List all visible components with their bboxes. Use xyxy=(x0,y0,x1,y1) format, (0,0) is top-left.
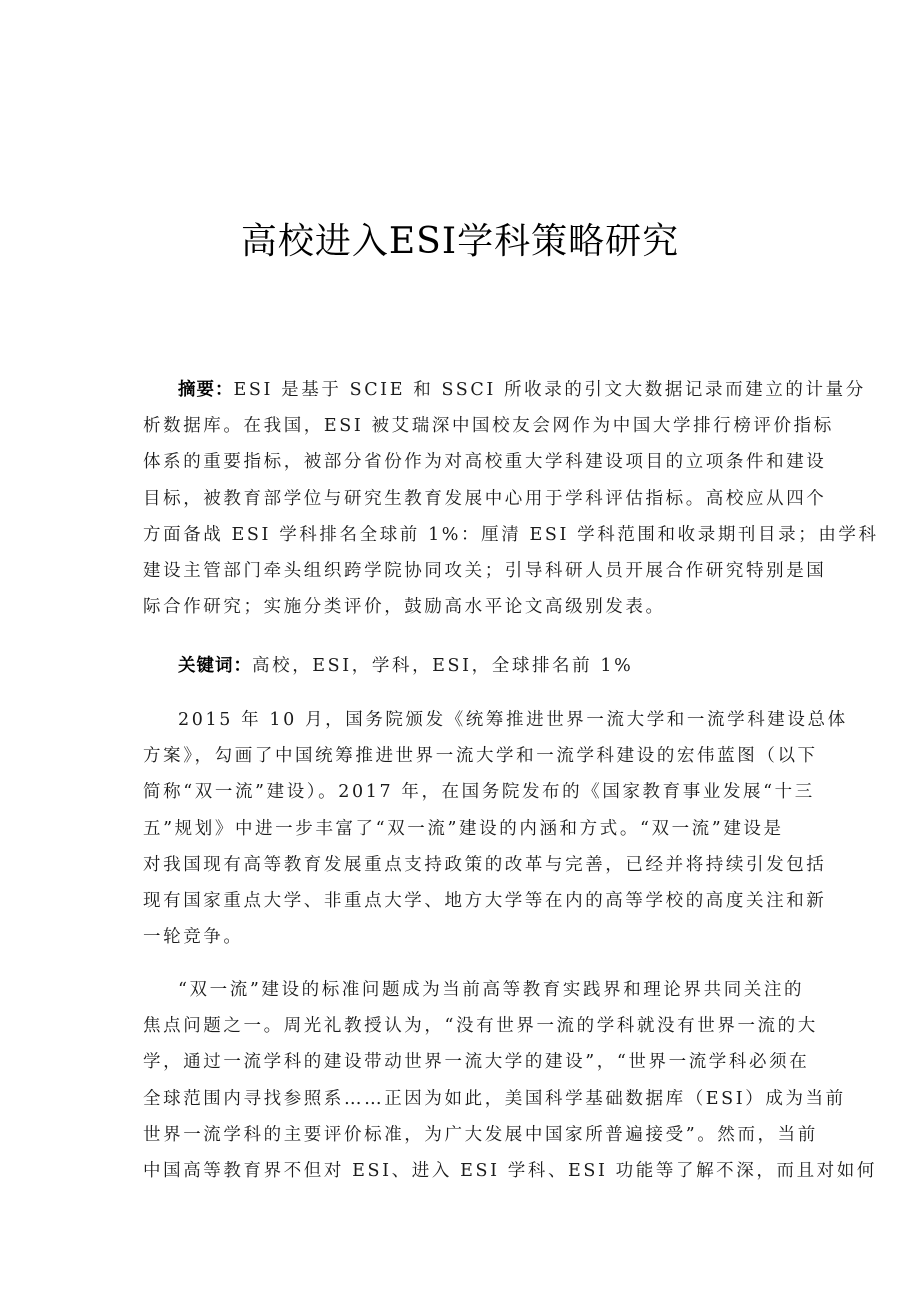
paragraph-line: 方案》，勾画了中国统筹推进世界一流大学和一流学科建设的宏伟蓝图（以下 xyxy=(143,746,818,767)
paragraph-line: “双一流”建设的标准问题成为当前高等教育实践界和理论界共同关注的 xyxy=(178,980,805,1000)
paragraph-line: 对我国现有高等教育发展重点支持政策的改革与完善，已经并将持续引发包括 xyxy=(143,854,827,875)
abstract-text: ESI 是基于 SCIE 和 SSCI 所收录的引文大数据记录而建立的计量分 xyxy=(233,380,866,400)
document-title: 高校进入ESI学科策略研究 xyxy=(240,221,680,263)
abstract-line-5: 方面备战 ESI 学科排名全球前 1%：厘清 ESI 学科范围和收录期刊目录；由学科 xyxy=(143,524,879,545)
abstract-label: 摘要： xyxy=(178,380,234,400)
paragraph-line: 中国高等教育界不但对 ESI、进入 ESI 学科、ESI 功能等了解不深，而且对如何 xyxy=(143,1160,877,1181)
abstract-section xyxy=(143,372,879,625)
paragraph-line: 五”规划》中进一步丰富了“双一流”建设的内涵和方式。“双一流”建设是 xyxy=(143,818,784,839)
paragraph-line: 现有国家重点大学、非重点大学、地方大学等在内的高等学校的高度关注和新 xyxy=(143,890,827,911)
abstract-line-4: 目标，被教育部学位与研究生教育发展中心用于学科评估指标。高校应从四个 xyxy=(143,488,827,509)
keywords-text: 高校，ESI，学科，ESI，全球排名前 1% xyxy=(252,656,634,676)
paragraph-line: 简称“双一流”建设）。2017 年，在国务院发布的《国家教育事业发展“十三 xyxy=(143,782,815,803)
keywords-section xyxy=(143,648,783,684)
keywords-label: 关键词： xyxy=(178,656,252,676)
body-paragraph-2 xyxy=(143,972,877,1189)
paragraph-line: 2015 年 10 月，国务院颁发《统筹推进世界一流大学和一流学科建设总体 xyxy=(178,710,848,730)
body-paragraph-1 xyxy=(143,702,848,955)
paragraph-line: 全球范围内寻找参照系……正因为如此，美国科学基础数据库（ESI）成为当前 xyxy=(143,1088,846,1109)
paragraph-line: 一轮竞争。 xyxy=(143,927,244,948)
keywords-line xyxy=(143,648,783,684)
abstract-line-7: 际合作研究；实施分类评价，鼓励高水平论文高级别发表。 xyxy=(143,597,666,618)
abstract-line-2: 析数据库。在我国，ESI 被艾瑞深中国校友会网作为中国大学排行榜评价指标 xyxy=(143,416,834,437)
paragraph-line: 焦点问题之一。周光礼教授认为，“没有世界一流的学科就没有世界一流的大 xyxy=(143,1016,818,1037)
abstract-line-1 xyxy=(143,372,866,408)
paragraph-line: 学，通过一流学科的建设带动世界一流大学的建设”，“世界一流学科必须在 xyxy=(143,1052,810,1073)
abstract-line-6: 建设主管部门牵头组织跨学院协同攻关；引导科研人员开展合作研究特别是国 xyxy=(143,560,827,581)
paragraph-line: 世界一流学科的主要评价标准，为广大发展中国家所普遍接受”。然而，当前 xyxy=(143,1124,818,1145)
abstract-line-3: 体系的重要指标，被部分省份作为对高校重大学科建设项目的立项条件和建设 xyxy=(143,452,827,473)
